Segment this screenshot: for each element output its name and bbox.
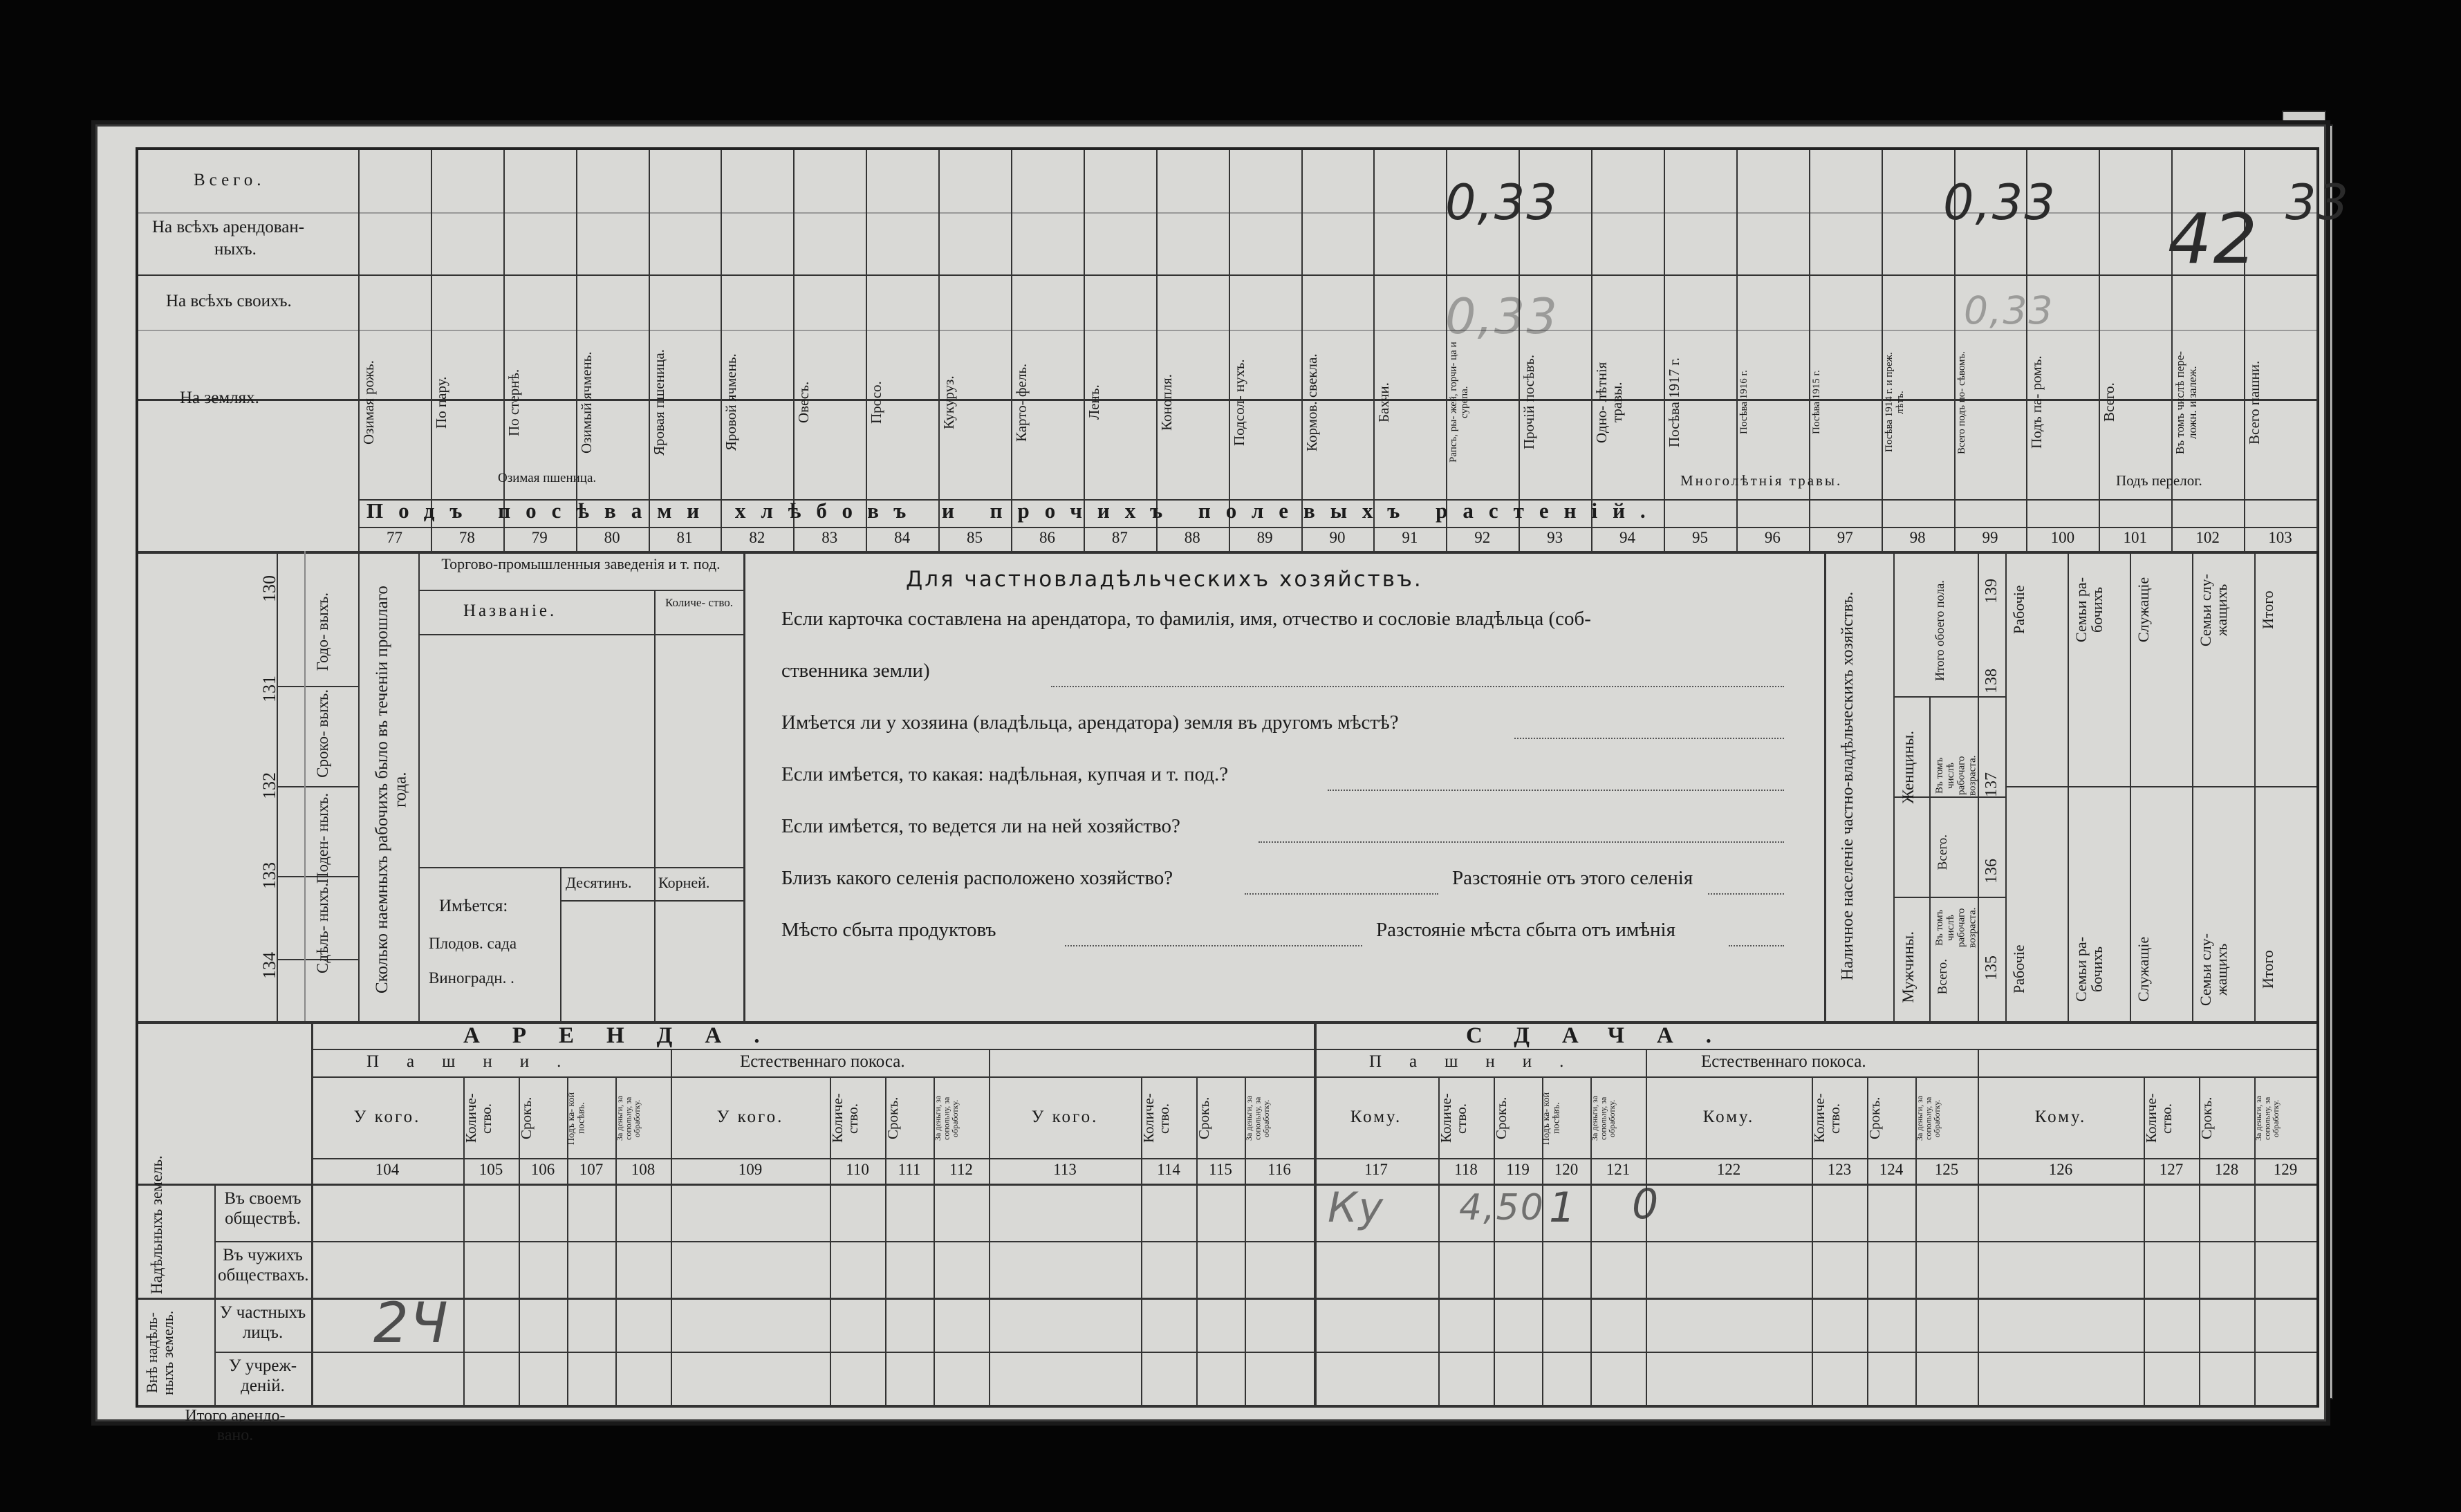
- crop-col-93: Прочій посѣвъ.: [1521, 355, 1538, 450]
- col-num: 94: [1619, 529, 1636, 546]
- col-num: 108: [631, 1161, 656, 1178]
- label-mnogolet: Многолѣтнія травы.: [1680, 472, 1843, 489]
- rule: [1591, 150, 1592, 551]
- num-138: 138: [1982, 669, 2000, 693]
- num-139: 139: [1982, 579, 2000, 604]
- rule: [743, 551, 745, 1021]
- pop-col-4: Итого: [2259, 950, 2276, 989]
- col-num: 80: [604, 529, 620, 546]
- fill-line: [1065, 945, 1362, 946]
- rule: [138, 274, 2316, 276]
- rule: [1084, 150, 1085, 551]
- rule: [560, 900, 743, 902]
- col-num: 125: [1934, 1161, 1959, 1178]
- arenda-header: АРЕНДА.: [463, 1023, 792, 1048]
- rule: [2005, 786, 2316, 787]
- banner-pod-posevami: Подъ посѣвами хлѣбовъ и прочихъ полевыхъ растеній.: [366, 498, 1661, 523]
- estestv-a: Естественнаго покоса.: [740, 1052, 905, 1071]
- col-num: 79: [531, 529, 548, 546]
- num-130: 130: [259, 575, 279, 602]
- col-num: 128: [2214, 1161, 2239, 1178]
- col-num: 120: [1554, 1161, 1579, 1178]
- lease-col-127: Количе- ство.: [2143, 1093, 2175, 1144]
- col-num: 87: [1111, 529, 1128, 546]
- lease-col-115: Срокъ.: [1196, 1096, 1212, 1140]
- hw-0: 0: [1632, 1180, 1660, 1229]
- census-card: [95, 124, 2350, 1444]
- rule: [503, 150, 505, 551]
- pop-col-2: Служащіе: [2135, 936, 2152, 1002]
- crop-col-102: Въ томъ числѣ пере- ложн. и залеж.: [2173, 351, 2200, 454]
- label-vsego-m: Всего.: [1935, 959, 1950, 995]
- row-uchrezh: У учреж- деній.: [228, 1356, 297, 1395]
- col-num: 109: [738, 1161, 763, 1178]
- col-num: 86: [1039, 529, 1055, 546]
- col-num: 121: [1606, 1161, 1631, 1178]
- lease-col-112: За деньги, за сопольну, за обработку.: [933, 1095, 960, 1141]
- col-num: 96: [1764, 529, 1781, 546]
- col-num: 110: [846, 1161, 869, 1178]
- crop-col-95: Посѣва 1917 г.: [1666, 357, 1682, 447]
- desyat-header: Десятинъ.: [566, 874, 632, 891]
- label-vtom-m: Въ томъ числѣ рабочаго возраста.: [1934, 907, 1978, 949]
- col-num: 78: [458, 529, 475, 546]
- rule: [1156, 150, 1158, 551]
- rule: [1229, 150, 1230, 551]
- col-num: 102: [2195, 529, 2220, 546]
- num-137: 137: [1982, 772, 2000, 797]
- col-num: 118: [1454, 1161, 1478, 1178]
- korney-header: Корней.: [658, 874, 710, 891]
- label-vtom-z: Въ томъ числѣ рабочаго возраста.: [1934, 755, 1978, 796]
- lease-col-119: Срокъ.: [1493, 1096, 1510, 1140]
- pop-col-3: Семьи слу- жащихъ: [2197, 573, 2231, 646]
- label-vsego-z: Всего.: [1935, 834, 1950, 870]
- rule: [418, 634, 743, 635]
- lease-col-120: Подъ ка- кой посѣвъ.: [1541, 1092, 1562, 1145]
- pashni-a: Пашни.: [366, 1052, 589, 1071]
- rule: [277, 786, 358, 787]
- col-num: 107: [579, 1161, 604, 1178]
- col-num: 114: [1157, 1161, 1180, 1178]
- rule: [431, 150, 432, 551]
- hw-vsego-c: 42: [2168, 198, 2259, 279]
- col-num: 106: [530, 1161, 555, 1178]
- rule: [214, 1184, 216, 1405]
- lease-col-121: За деньги, за сопольну, за обработку.: [1590, 1095, 1617, 1141]
- nalich-naselenie: Наличное населеніе частно-владѣльческихъ хозяйствъ.: [1839, 591, 1857, 981]
- col-num: 92: [1474, 529, 1491, 546]
- rule: [1011, 150, 1012, 551]
- center-title: Для частновладѣльческихъ хозяйствъ.: [906, 567, 1423, 592]
- col-podennyh: Поден- ныхъ.: [314, 793, 331, 884]
- lease-col-122: Кому.: [1702, 1108, 1755, 1126]
- rule: [793, 150, 795, 551]
- col-num: 84: [894, 529, 911, 546]
- num-135: 135: [1982, 955, 2000, 980]
- torg-header: Торгово-промышленныя заведенія и т. под.: [441, 555, 721, 572]
- q-drugoe-mesto: Имѣется ли у хозяина (владѣльца, арендатора) земля въ другомъ мѣстѣ?: [781, 711, 1399, 734]
- q-kakaya: Если имѣется, то какая: надѣльная, купчая и т. под.?: [781, 763, 1229, 785]
- rule: [358, 551, 360, 1021]
- col-num: 97: [1837, 529, 1853, 546]
- hw-1: 1: [1549, 1184, 1577, 1232]
- rule: [358, 150, 360, 551]
- crop-col-81: Яровая пшеница.: [650, 349, 667, 456]
- rule: [654, 590, 656, 1021]
- crop-col-77: Озимая рожь.: [360, 360, 377, 445]
- rule: [138, 1298, 2316, 1300]
- rule: [2099, 150, 2100, 551]
- rule: [721, 150, 722, 551]
- col-num: 91: [1402, 529, 1418, 546]
- row-label-zemlyah: На землях.: [180, 389, 259, 407]
- col-num: 127: [2159, 1161, 2184, 1178]
- rule: [1373, 150, 1375, 551]
- rule: [214, 1241, 2316, 1242]
- fill-line: [1729, 945, 1784, 946]
- sad-label: Плодов. сада: [429, 935, 517, 952]
- col-num: 90: [1329, 529, 1346, 546]
- crop-col-91: Бахчи.: [1375, 382, 1393, 422]
- pop-col-1: Семьи ра- бочихъ: [2072, 577, 2106, 643]
- hw-vsego-b: 0,33: [1943, 174, 2056, 231]
- nadel-label: Надѣльныхъ земель.: [148, 1155, 165, 1294]
- rule: [1882, 150, 1883, 551]
- row-itogo: Итого арендо- вано.: [185, 1407, 286, 1444]
- pop-col-0: Рабочіе: [2010, 944, 2027, 994]
- rule: [138, 551, 2316, 554]
- crop-col-100: Подъ па- ромъ.: [2028, 355, 2045, 449]
- q-mesto-sbyta: Мѣсто сбыта продуктовъ: [781, 919, 996, 941]
- q-selenie: Близъ какого селенія расположено хозяйство?: [781, 867, 1173, 889]
- crop-col-84: Просо.: [868, 381, 885, 424]
- pop-col-2: Служащіе: [2135, 577, 2152, 643]
- rule: [1736, 150, 1738, 551]
- col-num: 123: [1827, 1161, 1852, 1178]
- rule: [1929, 696, 1931, 1021]
- rule: [938, 150, 940, 551]
- col-num: 119: [1506, 1161, 1530, 1178]
- col-num: 88: [1184, 529, 1200, 546]
- rule: [1809, 150, 1810, 551]
- pop-col-4: Итого: [2259, 590, 2276, 629]
- row-chuzhih: Въ чужихъ обществахъ.: [218, 1246, 309, 1285]
- label-itogo-obo: Итого обоего пола.: [1933, 580, 1947, 681]
- row-chastnyh: У частныхъ лицъ.: [219, 1303, 306, 1342]
- pop-col-3: Семьи слу- жащихъ: [2197, 933, 2231, 1006]
- crop-col-101: Всего.: [2101, 382, 2118, 422]
- hw-450: 4,50: [1459, 1187, 1545, 1229]
- lease-col-123: Количе- ство.: [1811, 1093, 1844, 1144]
- form-grid: [136, 147, 2350, 1444]
- crop-col-86: Карто- фель.: [1013, 363, 1030, 442]
- fill-line: [1328, 790, 1784, 791]
- rule: [989, 1049, 990, 1076]
- num-131: 131: [259, 675, 279, 702]
- lease-col-105: Количе- ство.: [463, 1093, 495, 1144]
- hw-2ch: 2Ч: [373, 1291, 449, 1355]
- num-132: 132: [259, 772, 279, 799]
- fill-line: [1051, 686, 1784, 687]
- rule: [671, 1049, 672, 1076]
- crop-col-97: Посѣва 1915 г.: [1810, 370, 1822, 435]
- col-num: 100: [2050, 529, 2075, 546]
- col-num: 101: [2123, 529, 2148, 546]
- crop-col-103: Всего пашни.: [2246, 360, 2263, 445]
- crop-col-79: По стернѣ.: [505, 368, 522, 436]
- label-muzh: Мужчины.: [1900, 931, 1917, 1003]
- crop-col-80: Озимый ячмень.: [577, 351, 595, 454]
- hw-svoih-b: 0,33: [1964, 288, 2054, 333]
- crop-col-94: Одно- лѣтнія травы.: [1593, 362, 1626, 443]
- row-label-svoih: На всѣхъ своихъ.: [166, 292, 292, 310]
- rule: [866, 150, 867, 551]
- col-sdelnyh: Сдѣль- ныхъ.: [314, 883, 331, 973]
- lease-col-125: За деньги, за сопольну, за обработку.: [1915, 1095, 1942, 1141]
- col-num: 129: [2273, 1161, 2298, 1178]
- crop-col-88: Конопля.: [1158, 374, 1175, 431]
- label-perelog: Подъ перелог.: [2116, 472, 2202, 489]
- crop-col-87: Ленъ.: [1085, 384, 1102, 420]
- crop-col-99: Всего подъ по- сѣвомъ.: [1956, 351, 1967, 454]
- rule: [358, 527, 2316, 528]
- row-label-arend: На всѣхъ арендован-: [152, 218, 305, 236]
- fill-line: [1514, 738, 1784, 739]
- lease-col-117: Кому.: [1350, 1108, 1402, 1126]
- crop-col-83: Овесъ.: [795, 381, 812, 424]
- row-label-vsego: Всего.: [194, 171, 266, 189]
- rule: [1301, 150, 1303, 551]
- hw-vsego-a: 0,33: [1445, 174, 1559, 231]
- col-num: 122: [1716, 1161, 1741, 1178]
- lease-col-111: Срокъ.: [884, 1096, 901, 1140]
- fill-line: [1259, 841, 1784, 843]
- vinograd-label: Виноградн. .: [429, 969, 514, 987]
- rule: [576, 150, 577, 551]
- q-hozyaystvo: Если имѣется, то ведется ли на ней хозяйство?: [781, 815, 1180, 837]
- rule: [418, 590, 743, 591]
- col-num: 85: [967, 529, 983, 546]
- lease-col-106: Срокъ.: [518, 1096, 535, 1140]
- imeetsya-label: Имѣется:: [439, 897, 508, 915]
- col-num: 83: [821, 529, 838, 546]
- col-num: 99: [1982, 529, 1998, 546]
- lease-col-124: Срокъ.: [1866, 1096, 1883, 1140]
- col-num: 81: [676, 529, 693, 546]
- col-num: 89: [1256, 529, 1273, 546]
- estestv-s: Естественнаго покоса.: [1701, 1052, 1866, 1071]
- crop-col-96: Посѣва 1916 г.: [1738, 370, 1749, 435]
- lease-col-126: Кому.: [2034, 1108, 2087, 1126]
- col-num: 93: [1547, 529, 1563, 546]
- col-num: 112: [949, 1161, 973, 1178]
- workers-question: Сколько наемныхъ рабочихъ было въ теченіи прошлаго года.: [373, 586, 410, 993]
- col-num: 103: [2268, 529, 2292, 546]
- lease-col-110: Количе- ство.: [829, 1093, 862, 1144]
- rule: [649, 150, 650, 551]
- sdacha-header: СДАЧА.: [1466, 1023, 1745, 1048]
- crop-col-92: Рапсъ, ры- жей, горчи- ца и сурепа.: [1448, 342, 1471, 463]
- nazv-header: Названіе.: [463, 601, 557, 620]
- rule: [418, 551, 420, 1021]
- col-num: 111: [898, 1161, 921, 1178]
- lease-col-113: У кого.: [1031, 1108, 1099, 1126]
- rule: [214, 1352, 2316, 1353]
- q-arendator-b: ственника земли): [781, 660, 930, 682]
- rule: [1893, 696, 2005, 698]
- col-num: 105: [479, 1161, 503, 1178]
- hw-vsego-d: 33: [2285, 174, 2350, 231]
- rule: [138, 1405, 2316, 1407]
- lease-col-118: Количе- ство.: [1438, 1093, 1470, 1144]
- lease-col-109: У кого.: [716, 1108, 784, 1126]
- lease-col-108: За деньги, за сопольну, за обработку.: [615, 1095, 642, 1141]
- crop-col-90: Кормов. свекла.: [1303, 353, 1320, 451]
- col-num: 115: [1209, 1161, 1232, 1178]
- num-133: 133: [259, 862, 279, 889]
- hw-svoih-a: 0,33: [1445, 288, 1559, 345]
- lease-col-129: За деньги, за сопольну, за обработку.: [2254, 1095, 2281, 1141]
- lease-col-116: За деньги, за сопольну, за обработку.: [1244, 1095, 1272, 1141]
- col-num: 126: [2048, 1161, 2073, 1178]
- col-srokovyh: Сроко- выхъ.: [314, 689, 331, 778]
- row-svoem: Въ своемъ обществѣ.: [224, 1189, 301, 1228]
- pashni-s: Пашни.: [1369, 1052, 1592, 1071]
- col-num: 113: [1053, 1161, 1077, 1178]
- label-ozim-pshen: Озимая пшеница.: [498, 471, 597, 485]
- pop-col-1: Семьи ра- бочихъ: [2072, 936, 2106, 1002]
- rule: [1893, 551, 1895, 1021]
- kolvo-header: Количе- ство.: [665, 596, 733, 609]
- crop-col-89: Подсол- нухъ.: [1230, 359, 1247, 446]
- q-rasstoyanie: Разстояніе отъ этого селенія: [1452, 867, 1693, 889]
- row-label-arend2: ныхъ.: [214, 240, 257, 259]
- col-num: 77: [386, 529, 402, 546]
- fill-line: [1245, 893, 1438, 895]
- col-godovyh: Годо- выхъ.: [314, 592, 331, 671]
- lease-col-107: Подъ ка- кой посѣвъ.: [566, 1092, 587, 1145]
- col-num: 82: [749, 529, 765, 546]
- lease-col-104: У кого.: [353, 1108, 421, 1126]
- rule: [138, 1184, 2316, 1186]
- rule: [560, 867, 561, 1021]
- vnenadel-label: Внѣ надѣль- ныхъ земель.: [143, 1310, 177, 1396]
- num-136: 136: [1982, 859, 2000, 884]
- rule: [1646, 1049, 1647, 1076]
- col-num: 117: [1364, 1161, 1388, 1178]
- q-rasst-sbyta: Разстояніе мѣста сбыта отъ имѣнія: [1376, 919, 1675, 941]
- crop-col-82: Яровой ячмень.: [723, 353, 740, 451]
- rule: [1824, 551, 1826, 1021]
- rule: [304, 551, 306, 1021]
- col-num: 116: [1267, 1161, 1291, 1178]
- crop-col-78: По пару.: [432, 376, 449, 429]
- col-num: 98: [1909, 529, 1926, 546]
- num-134: 134: [259, 952, 279, 979]
- lease-col-114: Количе- ство.: [1140, 1093, 1173, 1144]
- rule: [277, 686, 358, 687]
- rule: [418, 867, 743, 868]
- col-num: 124: [1879, 1161, 1904, 1178]
- hw-ku: Ку: [1328, 1184, 1385, 1232]
- fill-line: [1708, 893, 1784, 895]
- pop-col-0: Рабочіе: [2010, 585, 2027, 635]
- rule: [1664, 150, 1665, 551]
- label-zhen: Женщины.: [1900, 731, 1917, 804]
- crop-col-98: Посѣва 1914 г. и преж. лѣтъ.: [1883, 352, 1906, 453]
- q-arendator: Если карточка составлена на арендатора, то фамилія, имя, отчество и сословіе владѣльца (соб-: [781, 608, 1591, 630]
- lease-col-128: Срокъ.: [2198, 1096, 2215, 1140]
- crop-col-85: Кукуруз.: [940, 375, 958, 429]
- rule: [1978, 1049, 1979, 1076]
- col-num: 95: [1691, 529, 1708, 546]
- col-num: 104: [375, 1161, 400, 1178]
